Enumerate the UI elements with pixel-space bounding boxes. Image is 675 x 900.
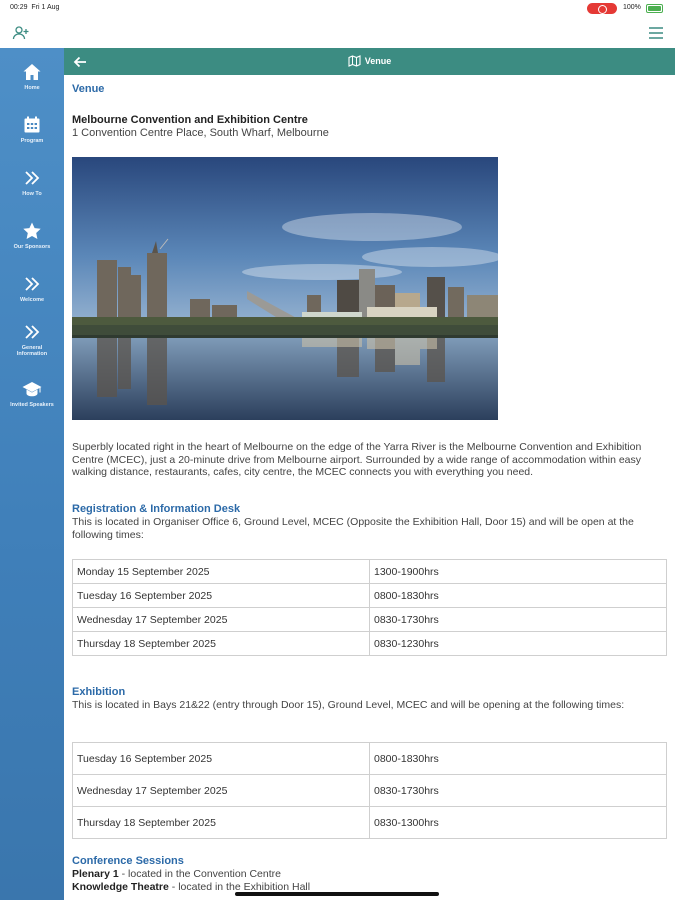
table-cell-day: Monday 15 September 2025 xyxy=(73,560,370,584)
star-icon xyxy=(22,221,42,241)
home-indicator[interactable] xyxy=(235,892,439,896)
sidebar-item-label: Program xyxy=(20,138,44,144)
home-icon xyxy=(22,62,42,82)
chevrons-icon xyxy=(22,322,42,342)
table-cell-day: Wednesday 17 September 2025 xyxy=(73,775,370,807)
table-cell-day: Tuesday 16 September 2025 xyxy=(73,584,370,608)
table-row xyxy=(73,743,667,775)
page-header xyxy=(64,48,675,75)
exhibition-text: This is located in Bays 21&22 (entry through Door 15), Ground Level, MCEC and will be opening at the following times: xyxy=(72,699,625,711)
graduation-cap-icon xyxy=(22,379,42,399)
sidebar-item-program[interactable] xyxy=(0,107,64,155)
session-detail: - located in the Convention Centre xyxy=(118,868,281,880)
app-top-bar xyxy=(0,18,675,48)
table-row xyxy=(73,584,667,608)
table-cell-time: 0800-1830hrs xyxy=(370,743,667,775)
breadcrumb: Venue xyxy=(72,83,105,95)
session-detail: - located in the Exhibition Hall xyxy=(168,880,311,893)
page-title-text: Venue xyxy=(364,56,392,66)
hamburger-menu-icon[interactable] xyxy=(648,26,664,40)
sidebar-item-home[interactable] xyxy=(0,54,64,102)
page-title xyxy=(64,55,675,67)
venue-description: Superbly located right in the heart of Melbourne on the edge of the Yarra River is the Melbourne Convention and Exhibition Centre (MCEC), just a 20-minute drive from Melbourne airport. Surrounded by a wide range of accommodation within easy walking distance, restaurants, cafes, city centre, the MCEC connects you with everything you need. xyxy=(72,441,642,478)
screen-record-icon[interactable] xyxy=(587,3,617,14)
status-time: 00:29 Fri 1 Aug xyxy=(10,4,60,11)
add-user-icon[interactable] xyxy=(12,25,30,41)
table-cell-time: 0830-1300hrs xyxy=(370,807,667,839)
sidebar xyxy=(0,48,64,900)
battery-percent: 100% xyxy=(623,4,641,11)
table-cell-day: Thursday 18 September 2025 xyxy=(73,807,370,839)
sidebar-item-welcome[interactable] xyxy=(0,266,64,314)
table-cell-time: 0830-1730hrs xyxy=(370,608,667,632)
calendar-icon xyxy=(22,115,42,135)
sidebar-item-how-to[interactable] xyxy=(0,160,64,208)
registration-text: This is located in Organiser Office 6, Ground Level, MCEC (Opposite the Exhibition Hall, Door 15) and will be open at the following times: xyxy=(72,516,634,541)
table-row xyxy=(73,608,667,632)
sidebar-item-general-information[interactable] xyxy=(0,314,64,370)
session-name: Plenary 1 xyxy=(72,868,119,880)
table-cell-day: Tuesday 16 September 2025 xyxy=(73,743,370,775)
sidebar-item-label: General Information xyxy=(16,345,48,357)
sidebar-item-label: Home xyxy=(24,85,40,91)
table-row xyxy=(73,632,667,656)
registration-hours-table xyxy=(72,559,667,656)
battery-icon xyxy=(646,4,663,13)
table-cell-day: Thursday 18 September 2025 xyxy=(73,632,370,656)
sessions-heading: Conference Sessions xyxy=(72,855,184,867)
sidebar-item-label: How To xyxy=(22,191,42,197)
table-cell-day: Wednesday 17 September 2025 xyxy=(73,608,370,632)
chevrons-icon xyxy=(22,168,42,188)
sidebar-item-label: Invited Speakers xyxy=(10,402,54,408)
sessions-list xyxy=(72,868,310,893)
exhibition-hours-table xyxy=(72,742,667,839)
session-name: Knowledge Theatre xyxy=(72,880,169,893)
sidebar-item-label: Our Sponsors xyxy=(13,244,51,250)
table-cell-time: 0830-1730hrs xyxy=(370,775,667,807)
table-row xyxy=(73,807,667,839)
table-row xyxy=(73,775,667,807)
table-cell-time: 0800-1830hrs xyxy=(370,584,667,608)
venue-name: Melbourne Convention and Exhibition Centre xyxy=(72,114,308,126)
venue-content xyxy=(72,75,669,900)
exhibition-heading: Exhibition xyxy=(72,686,126,698)
table-cell-time: 0830-1230hrs xyxy=(370,632,667,656)
registration-heading: Registration & Information Desk xyxy=(72,503,241,515)
sidebar-item-invited-speakers[interactable] xyxy=(0,371,64,419)
status-bar xyxy=(0,0,675,18)
table-cell-time: 1300-1900hrs xyxy=(370,560,667,584)
list-item xyxy=(72,868,310,881)
table-row xyxy=(73,560,667,584)
chevrons-icon xyxy=(22,274,42,294)
venue-address: 1 Convention Centre Place, South Wharf, Melbourne xyxy=(72,127,329,139)
map-icon xyxy=(348,55,361,67)
sidebar-item-label: Welcome xyxy=(19,297,45,303)
venue-photo xyxy=(72,157,498,420)
sidebar-item-our-sponsors[interactable] xyxy=(0,213,64,261)
